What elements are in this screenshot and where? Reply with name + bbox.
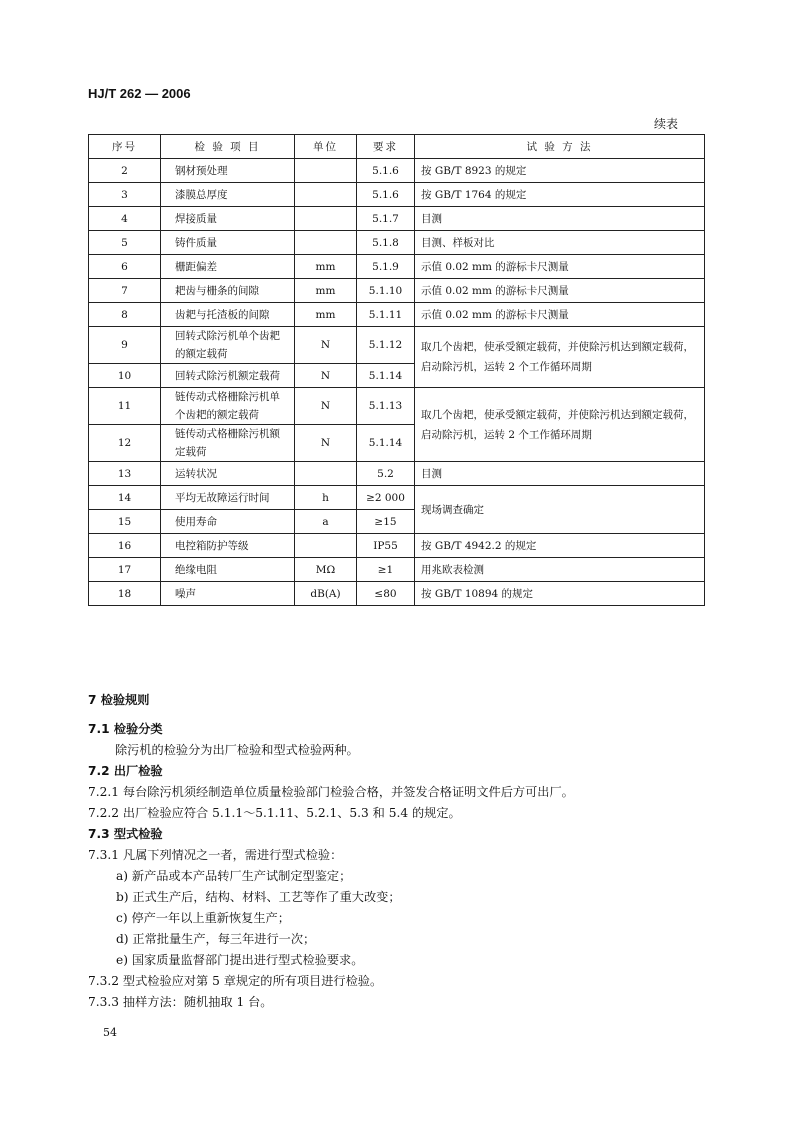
row-method: 示值 0.02 mm 的游标卡尺测量 <box>415 279 705 303</box>
row-item: 电控箱防护等级 <box>161 534 295 558</box>
col-req: 要求 <box>357 135 415 159</box>
list-item-d: d) 正常批量生产，每三年进行一次； <box>116 932 316 946</box>
row-method: 目测 <box>415 207 705 231</box>
row-req: ≤80 <box>357 582 415 606</box>
row-item: 齿耙与托渣板的间隙 <box>161 303 295 327</box>
row-req: 5.1.9 <box>357 255 415 279</box>
row-unit <box>295 231 357 255</box>
row-req: 5.1.13 <box>357 388 415 425</box>
row-no: 11 <box>89 388 161 425</box>
row-item: 回转式除污机额定载荷 <box>161 364 295 388</box>
clause-7-3-3: 7.3.3 抽样方法：随机抽取 1 台。 <box>88 995 273 1009</box>
row-req: 5.1.10 <box>357 279 415 303</box>
section-7-1-paragraph: 除污机的检验分为出厂检验和型式检验两种。 <box>115 743 359 757</box>
row-req: 5.1.6 <box>357 159 415 183</box>
list-item-b: b) 正式生产后，结构、材料、工艺等作了重大改变； <box>116 890 401 904</box>
row-no: 3 <box>89 183 161 207</box>
page-number: 54 <box>103 1026 117 1039</box>
table-row <box>89 303 705 327</box>
row-no: 16 <box>89 534 161 558</box>
row-no: 8 <box>89 303 161 327</box>
row-unit <box>295 534 357 558</box>
table-row <box>89 183 705 207</box>
row-unit: MΩ <box>295 558 357 582</box>
row-unit <box>295 159 357 183</box>
continued-label: 续表 <box>653 117 678 131</box>
col-method: 试 验 方 法 <box>415 135 705 159</box>
row-no: 13 <box>89 462 161 486</box>
row-method: 按 GB/T 8923 的规定 <box>415 159 705 183</box>
row-req: ≥15 <box>357 510 415 534</box>
row-item: 绝缘电阻 <box>161 558 295 582</box>
row-req: IP55 <box>357 534 415 558</box>
row-method: 按 GB/T 1764 的规定 <box>415 183 705 207</box>
row-no: 7 <box>89 279 161 303</box>
table-row <box>89 231 705 255</box>
row-method: 现场调查确定 <box>415 486 705 534</box>
list-item-c: c) 停产一年以上重新恢复生产； <box>116 911 290 925</box>
row-unit: mm <box>295 279 357 303</box>
row-method: 按 GB/T 10894 的规定 <box>415 582 705 606</box>
row-unit: a <box>295 510 357 534</box>
row-item: 链传动式格栅除污机额定载荷 <box>161 425 295 462</box>
table-row <box>89 327 705 364</box>
col-unit: 单位 <box>295 135 357 159</box>
row-unit: N <box>295 327 357 364</box>
row-req: 5.1.7 <box>357 207 415 231</box>
list-item-a: a) 新产品或本产品转厂生产试制定型鉴定； <box>116 869 352 883</box>
row-unit <box>295 462 357 486</box>
row-unit: mm <box>295 255 357 279</box>
inspection-rules-section <box>88 690 708 1013</box>
row-req: ≥1 <box>357 558 415 582</box>
clause-7-2-2: 7.2.2 出厂检验应符合 5.1.1～5.1.11、5.2.1、5.3 和 5.4 的规定。 <box>88 806 461 820</box>
row-item: 链传动式格栅除污机单个齿耙的额定载荷 <box>161 388 295 425</box>
table-header-row <box>89 135 705 159</box>
row-unit <box>295 183 357 207</box>
row-item: 焊接质量 <box>161 207 295 231</box>
row-no: 12 <box>89 425 161 462</box>
row-unit: N <box>295 364 357 388</box>
row-req: 5.1.14 <box>357 364 415 388</box>
table-row <box>89 582 705 606</box>
table-row <box>89 388 705 425</box>
row-no: 5 <box>89 231 161 255</box>
row-unit: h <box>295 486 357 510</box>
row-item: 铸件质量 <box>161 231 295 255</box>
row-req: 5.1.14 <box>357 425 415 462</box>
row-method: 示值 0.02 mm 的游标卡尺测量 <box>415 303 705 327</box>
row-unit: mm <box>295 303 357 327</box>
row-method: 用兆欧表检测 <box>415 558 705 582</box>
table-row <box>89 534 705 558</box>
row-req: 5.1.6 <box>357 183 415 207</box>
table-row <box>89 207 705 231</box>
row-no: 9 <box>89 327 161 364</box>
row-req: 5.1.8 <box>357 231 415 255</box>
row-req: ≥2 000 <box>357 486 415 510</box>
row-req: 5.2 <box>357 462 415 486</box>
section-7-3-heading: 7.3 型式检验 <box>88 827 163 841</box>
row-no: 6 <box>89 255 161 279</box>
clause-7-3-1: 7.3.1 凡属下列情况之一者，需进行型式检验： <box>88 848 343 862</box>
row-req: 5.1.12 <box>357 327 415 364</box>
row-no: 15 <box>89 510 161 534</box>
inspection-table <box>88 134 705 606</box>
section-7-heading: 7 检验规则 <box>88 693 150 707</box>
row-req: 5.1.11 <box>357 303 415 327</box>
row-item: 噪声 <box>161 582 295 606</box>
row-no: 2 <box>89 159 161 183</box>
row-method: 取几个齿耙，使承受额定载荷，并使除污机达到额定载荷，启动除污机，运转 2 个工作循环周期 <box>415 327 705 388</box>
clause-7-3-2: 7.3.2 型式检验应对第 5 章规定的所有项目进行检验。 <box>88 974 383 988</box>
row-method: 目测、样板对比 <box>415 231 705 255</box>
row-no: 14 <box>89 486 161 510</box>
section-7-1-heading: 7.1 检验分类 <box>88 722 163 736</box>
row-item: 钢材预处理 <box>161 159 295 183</box>
row-item: 耙齿与栅条的间隙 <box>161 279 295 303</box>
standard-code: HJ/T 262 — 2006 <box>88 86 191 101</box>
row-method: 取几个齿耙，使承受额定载荷，并使除污机达到额定载荷，启动除污机，运转 2 个工作循环周期 <box>415 388 705 462</box>
col-item: 检 验 项 目 <box>161 135 295 159</box>
table-row <box>89 462 705 486</box>
row-item: 使用寿命 <box>161 510 295 534</box>
row-no: 10 <box>89 364 161 388</box>
section-7-2-heading: 7.2 出厂检验 <box>88 764 163 778</box>
row-unit: N <box>295 425 357 462</box>
row-unit: N <box>295 388 357 425</box>
table-row <box>89 279 705 303</box>
row-no: 18 <box>89 582 161 606</box>
table-row <box>89 486 705 510</box>
row-no: 17 <box>89 558 161 582</box>
row-item: 回转式除污机单个齿耙的额定载荷 <box>161 327 295 364</box>
row-method: 按 GB/T 4942.2 的规定 <box>415 534 705 558</box>
row-method: 目测 <box>415 462 705 486</box>
table-row <box>89 255 705 279</box>
row-item: 平均无故障运行时间 <box>161 486 295 510</box>
col-no: 序号 <box>89 135 161 159</box>
clause-7-2-1: 7.2.1 每台除污机须经制造单位质量检验部门检验合格，并签发合格证明文件后方可出厂。 <box>88 785 574 799</box>
row-item: 运转状况 <box>161 462 295 486</box>
row-item: 漆膜总厚度 <box>161 183 295 207</box>
table-row <box>89 159 705 183</box>
table-row <box>89 558 705 582</box>
row-unit: dB(A) <box>295 582 357 606</box>
row-unit <box>295 207 357 231</box>
row-method: 示值 0.02 mm 的游标卡尺测量 <box>415 255 705 279</box>
list-item-e: e) 国家质量监督部门提出进行型式检验要求。 <box>116 953 364 967</box>
row-no: 4 <box>89 207 161 231</box>
row-item: 栅距偏差 <box>161 255 295 279</box>
